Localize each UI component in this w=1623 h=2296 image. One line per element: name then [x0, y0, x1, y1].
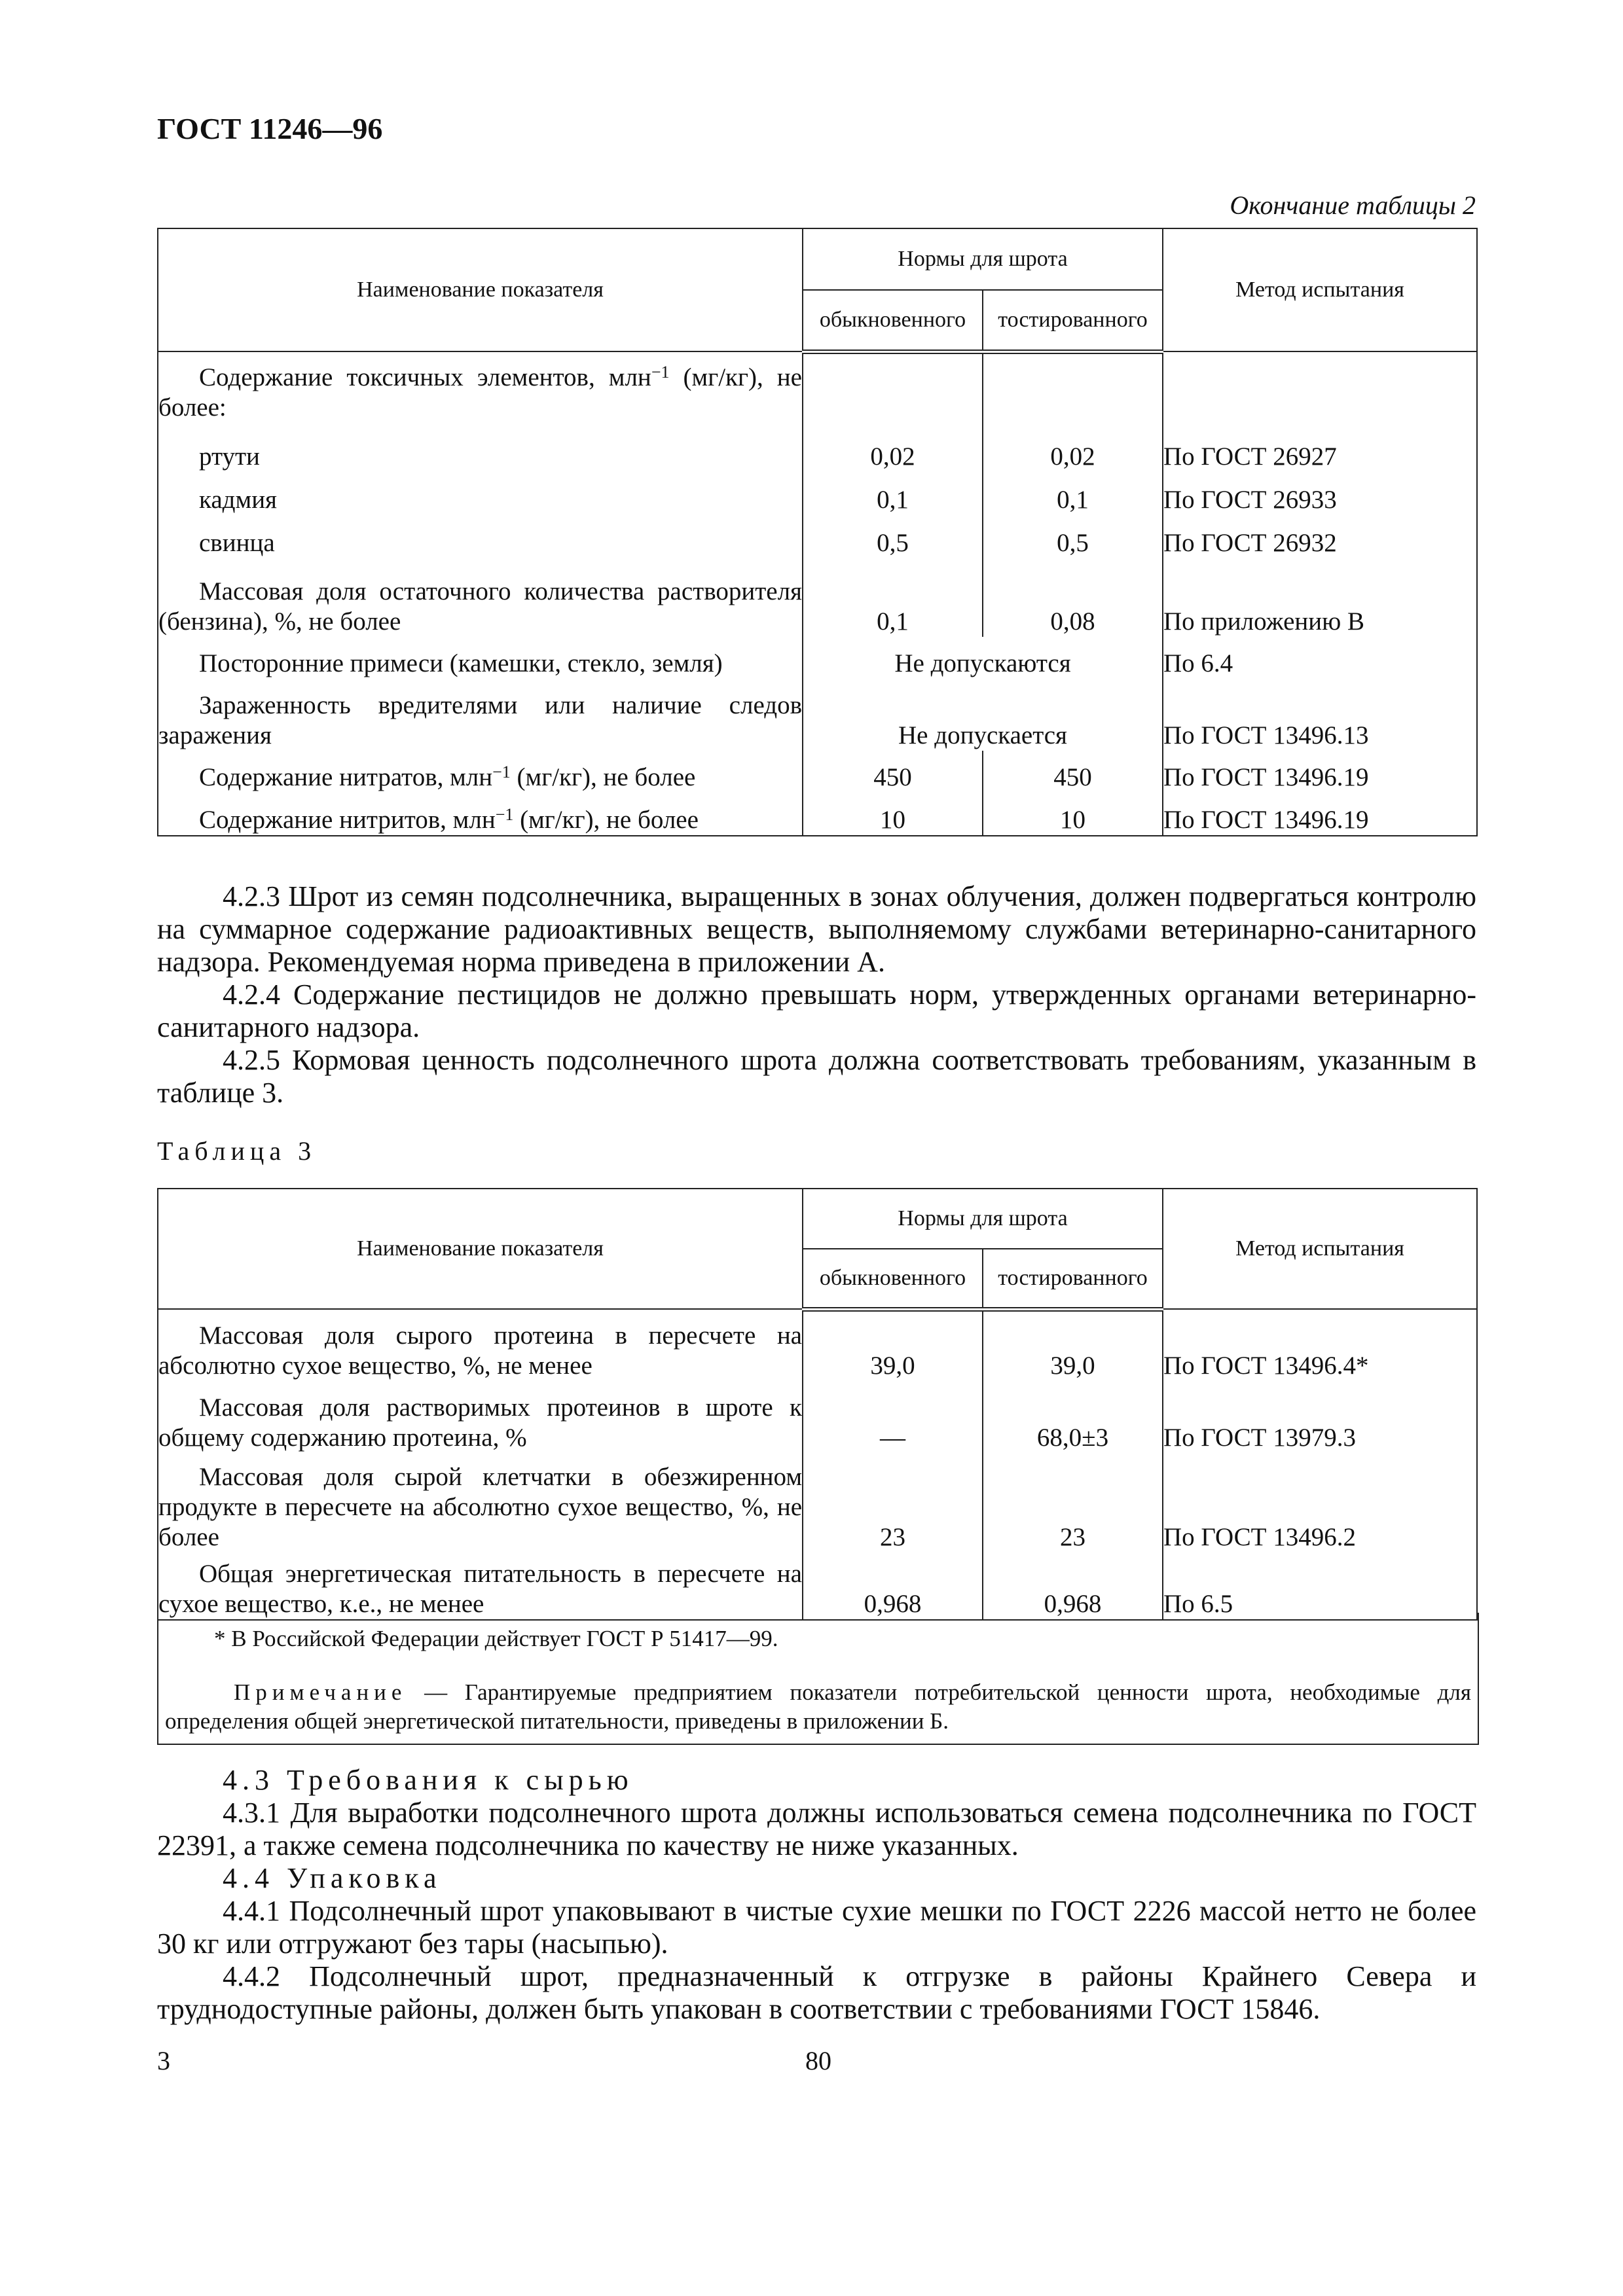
cell-method: По ГОСТ 13979.3: [1163, 1381, 1477, 1453]
cell-ordinary: 0,02: [803, 429, 983, 472]
cell-ordinary: 0,5: [803, 515, 983, 558]
row-label: свинца: [199, 529, 275, 557]
cell-ordinary: 0,1: [803, 472, 983, 515]
cell-toasted: 0,08: [983, 558, 1163, 637]
table-3-footnotes: [157, 1613, 1479, 1745]
cell-method: По ГОСТ 26933: [1163, 472, 1477, 515]
cell-ordinary: 0,1: [803, 558, 983, 637]
cell-method: По ГОСТ 26927: [1163, 429, 1477, 472]
note-text: — Гарантируемые предприятием показатели потребительской ценности шрота, необходимые для определения общей энергетической питательности, приведены в приложении Б.: [165, 1679, 1471, 1734]
table-row: [158, 637, 1477, 679]
sections-4-3-4-4: [157, 1764, 1476, 2026]
row-label: Общая энергетическая питательность в пересчете на сухое вещество, к.е., не менее: [158, 1552, 803, 1620]
row-label: Массовая доля сырой клетчатки в обезжиренном продукте в пересчете на абсолютно сухое вещество, %, не более: [158, 1453, 803, 1552]
paragraph-4-4-1: 4.4.1 Подсолнечный шрот упаковывают в чистые сухие мешки по ГОСТ 2226 массой нетто не более 30 кг или отгружают без тары (насыпью).: [157, 1895, 1476, 1960]
header-name: Наименование показателя: [158, 228, 803, 351]
paragraph-4-3-1: 4.3.1 Для выработки подсолнечного шрота должны использоваться семена подсолнечника по ГОСТ 22391, а также семена подсолнечника по качеству не ниже указанных.: [157, 1797, 1476, 1861]
cell-method: По ГОСТ 13496.13: [1163, 679, 1477, 751]
paragraph-4-2-5: 4.2.5 Кормовая ценность подсолнечного шрота должна соответствовать требованиям, указанным в таблице 3.: [157, 1044, 1476, 1109]
table-row: [158, 429, 1477, 472]
page-number-center: 80: [805, 2046, 831, 2075]
cell-toasted: 0,5: [983, 515, 1163, 558]
table-continuation-note: Окончание таблицы 2: [1230, 190, 1476, 220]
table-2: [157, 228, 1478, 836]
cell-toasted: 68,0±3: [983, 1381, 1163, 1453]
header-ordinary: обыкновенного: [803, 1249, 983, 1309]
cell-method: По ГОСТ 26932: [1163, 515, 1477, 558]
section-4-4-title: 4.4 Упаковка: [223, 1862, 442, 1894]
page-number-left: 3: [157, 2046, 170, 2075]
cell-ordinary: 39,0: [803, 1309, 983, 1381]
header-method: Метод испытания: [1163, 228, 1477, 351]
cell-toasted: 10: [983, 793, 1163, 836]
header-toasted: тостированного: [983, 1249, 1163, 1309]
document-header: ГОСТ 11246—96: [157, 112, 383, 145]
header-toasted: тостированного: [983, 290, 1163, 351]
cell-ordinary: 0,968: [803, 1552, 983, 1620]
table-row: [158, 472, 1477, 515]
table-row: [158, 558, 1477, 637]
table-row: [158, 679, 1477, 751]
cell-method: По ГОСТ 13496.19: [1163, 751, 1477, 793]
paragraph-4-2-3: 4.2.3 Шрот из семян подсолнечника, выращенных в зонах облучения, должен подвергаться контролю на суммарное содержание радиоактивных веществ, выполняемому службами ветеринарно-санитарного надзора. Рекомендуемая норма приведена в приложении А.: [157, 880, 1476, 978]
table-3: [157, 1188, 1478, 1621]
row-label: Зараженность вредителями или наличие следов заражения: [158, 679, 803, 751]
table-row: [158, 751, 1477, 793]
row-label: Содержание токсичных элементов, млн$^{-1}$ (мг/кг), не более:: [158, 363, 802, 422]
paragraphs-4-2: [157, 880, 1476, 1109]
row-label: Массовая доля сырого протеина в пересчете на абсолютно сухое вещество, %, не менее: [158, 1309, 803, 1381]
paragraph-4-2-4: 4.2.4 Содержание пестицидов не должно превышать норм, утвержденных органами ветеринарно-санитарного надзора.: [157, 978, 1476, 1043]
table-row: [158, 1552, 1477, 1620]
cell-toasted: 0,968: [983, 1552, 1163, 1620]
table-row: [158, 1453, 1477, 1552]
table-row: [158, 1309, 1477, 1381]
table-row: [158, 793, 1477, 836]
table-row: [158, 1381, 1477, 1453]
cell-method: По 6.4: [1163, 637, 1477, 679]
cell-toasted: 23: [983, 1453, 1163, 1552]
row-label: Содержание нитратов, млн$^{-1}$ (мг/кг), не более: [199, 762, 696, 791]
row-label: ртути: [199, 442, 260, 471]
cell-merged: Не допускаются: [803, 637, 1163, 679]
paragraph-4-4-2: 4.4.2 Подсолнечный шрот, предназначенный к отгрузке в районы Крайнего Севера и труднодоступные районы, должен быть упакован в соответствии с требованиями ГОСТ 15846.: [157, 1960, 1476, 2025]
note-label: Примечание: [234, 1679, 407, 1705]
row-label: Содержание нитритов, млн$^{-1}$ (мг/кг), не более: [199, 805, 699, 834]
cell-method: По ГОСТ 13496.2: [1163, 1453, 1477, 1552]
row-label: Массовая доля остаточного количества растворителя (бензина), %, не более: [158, 558, 803, 637]
cell-ordinary: —: [803, 1381, 983, 1453]
cell-ordinary: 10: [803, 793, 983, 836]
cell-method: По приложению В: [1163, 558, 1477, 637]
row-label: кадмия: [199, 486, 277, 514]
cell-toasted: 0,02: [983, 429, 1163, 472]
row-label: Массовая доля растворимых протеинов в шроте к общему содержанию протеина, %: [158, 1381, 803, 1453]
header-norms: Нормы для шрота: [803, 228, 1163, 290]
cell-method: По ГОСТ 13496.4*: [1163, 1309, 1477, 1381]
footnote-star: * В Российской Федерации действует ГОСТ Р 51417—99.: [214, 1626, 778, 1651]
cell-ordinary: 450: [803, 751, 983, 793]
table-row: [158, 351, 1477, 429]
cell-method: По 6.5: [1163, 1552, 1477, 1620]
table-3-caption: Таблица 3: [157, 1136, 317, 1166]
cell-toasted: 39,0: [983, 1309, 1163, 1381]
cell-toasted: 0,1: [983, 472, 1163, 515]
header-name: Наименование показателя: [158, 1189, 803, 1309]
section-4-3-title: 4.3 Требования к сырью: [223, 1764, 634, 1796]
header-ordinary: обыкновенного: [803, 290, 983, 351]
header-method: Метод испытания: [1163, 1189, 1477, 1309]
cell-toasted: 450: [983, 751, 1163, 793]
table-row: [158, 515, 1477, 558]
cell-merged: Не допускается: [803, 679, 1163, 751]
cell-ordinary: 23: [803, 1453, 983, 1552]
table-note: [165, 1678, 1471, 1736]
row-label: Посторонние примеси (камешки, стекло, земля): [199, 649, 723, 677]
cell-method: По ГОСТ 13496.19: [1163, 793, 1477, 836]
header-norms: Нормы для шрота: [803, 1189, 1163, 1249]
